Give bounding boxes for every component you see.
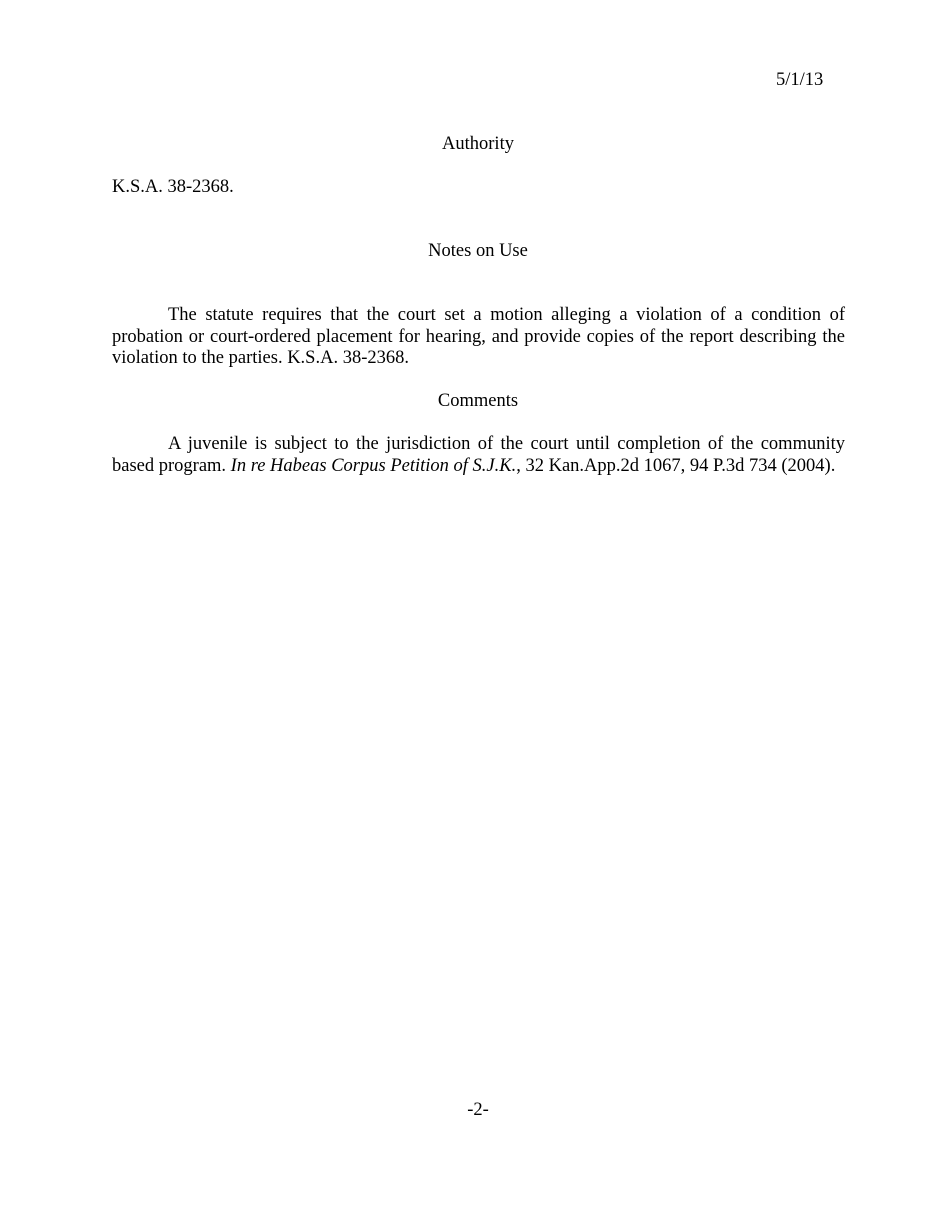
page-number: -2-: [467, 1100, 489, 1120]
comments-text-before: A juvenile is subject to the jurisdiction of the court until completion of the community based program.: [112, 434, 845, 476]
notes-on-use-heading: Notes on Use: [428, 241, 528, 261]
comments-heading: Comments: [437, 391, 519, 411]
document-date: 5/1/13: [776, 70, 824, 90]
comments-text-after: , 32 Kan.App.2d 1067, 94 P.3d 734 (2004).: [516, 455, 836, 476]
authority-heading: Authority: [442, 134, 514, 154]
comments-paragraph: [112, 434, 845, 477]
notes-on-use-paragraph: The statute requires that the court set a motion alleging a violation of a condition of probation or court-ordered placement for hearing, and provide copies of the report describing the violation to the parties. K.S.A. 38-2368.: [112, 305, 845, 368]
case-name: In re Habeas Corpus Petition of S.J.K.: [230, 455, 517, 476]
authority-citation: K.S.A. 38-2368.: [112, 177, 234, 197]
